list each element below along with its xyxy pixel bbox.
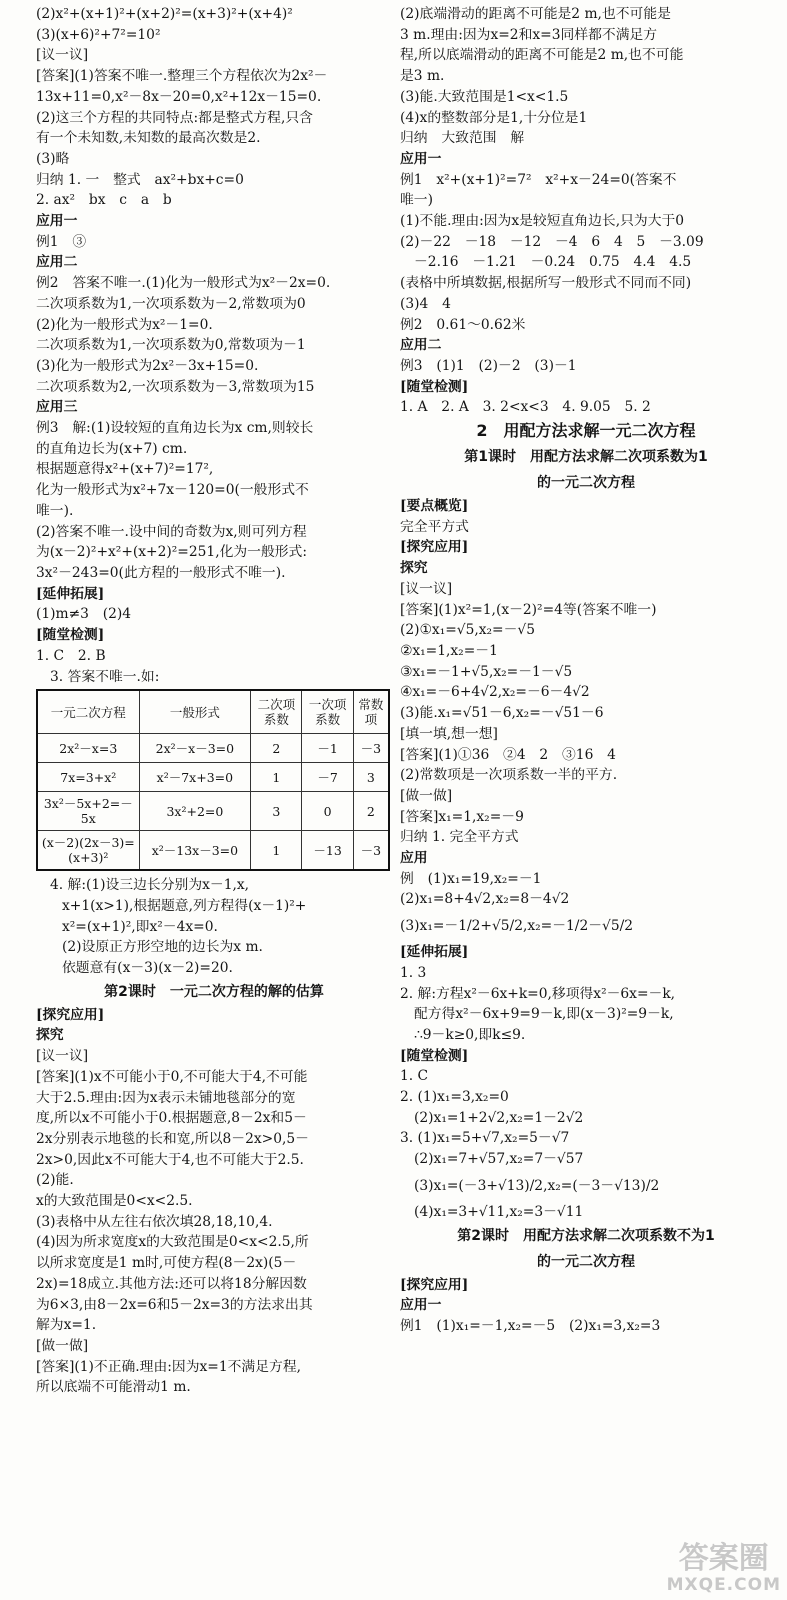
table-cell: 3 [251, 792, 302, 831]
text-line: (3)能.大致范围是1<x<1.5 [400, 88, 569, 105]
text-line: 所以底端不可能滑动1 m. [36, 1379, 191, 1396]
text-line: 1. A 2. A 3. 2<x<3 4. 9.05 5. 2 [400, 399, 651, 416]
subheading: 应用三 [36, 399, 78, 416]
text-line: 2. 解:方程x²－6x+k=0,移项得x²－6x=－k, [400, 985, 676, 1002]
text-line: (2)①x₁=√5,x₂=－√5 [400, 622, 535, 639]
text-line: 根据题意得x²+(x+7)²=17², [36, 461, 214, 478]
table-cell: 2x²－x－3=0 [139, 734, 251, 763]
table-cell: 2 [353, 792, 389, 831]
lesson-title-cont: 的一元二次方程 [537, 475, 635, 492]
text-line: 2x)=18成立.其他方法:还可以将18分解因数 [36, 1275, 307, 1292]
text-line: (2)底端滑动的距离不可能是2 m,也不可能是 [400, 6, 671, 22]
summary-line: 归纳 1. 一 整式 ax²+bx+c=0 [36, 171, 244, 188]
text-line: (4)x的整数部分是1,十分位是1 [400, 109, 588, 126]
text-line: (4)因为所求宽度x的大致范围是0<x<2.5,所 [36, 1234, 309, 1251]
watermark-logo [667, 1542, 781, 1594]
text-line: (2)设原正方形空地的边长为x m. [62, 939, 263, 956]
text-line: (2)x₁=7+√57,x₂=7－√57 [414, 1151, 584, 1168]
text-line: 3. 答案不唯一.如: [50, 668, 160, 685]
text-line: [答案](1)不正确.理由:因为x=1不满足方程, [36, 1358, 302, 1375]
text-line: 为6×3,由8－2x=6和5－2x=3的方法求出其 [36, 1296, 313, 1313]
text-line: (3)x₁=(－3+√13)/2,x₂=(－3－√13)/2 [414, 1177, 660, 1194]
text-line: 以所求宽度是1 m时,可使方程(8－2x)(5－ [36, 1255, 297, 1272]
text-line: (3)化为一般形式为2x²－3x+15=0. [36, 357, 259, 374]
text-line: x+1(x>1),根据题意,列方程得(x－1)²+ [62, 897, 307, 914]
table-row [37, 734, 389, 763]
text-line: (2)能. [36, 1172, 74, 1189]
text-line: [做一做] [36, 1337, 89, 1354]
text-line: 例 (1)x₁=19,x₂=－1 [400, 870, 542, 887]
text-line: [答案](1)答案不唯一.整理三个方程依次为2x²－ [36, 68, 328, 85]
table-cell: 7x=3+x² [37, 763, 139, 792]
text-line: [答案](1)x²=1,(x－2)²=4等(答案不唯一) [400, 601, 657, 618]
table-header-cell: 二次项系数 [251, 690, 302, 734]
table-cell: 3 [353, 763, 389, 792]
text-line: 例1 x²+(x+1)²=7² x²+x－24=0(答案不 [400, 171, 677, 188]
table-header-cell: 常数项 [353, 690, 389, 734]
table-cell: 3x²+2=0 [139, 792, 251, 831]
text-line: (2)－22 －18 －12 －4 6 4 5 －3.09 [400, 233, 704, 250]
text-line: 2. (1)x₁=3,x₂=0 [400, 1089, 509, 1106]
text-line: (2)x₁=8+4√2,x₂=8－4√2 [400, 891, 570, 908]
watermark-url: MXQE.COM [666, 1575, 781, 1595]
text-line: (1)m≠3 (2)4 [36, 606, 132, 623]
text-line: －2.16 －1.21 －0.24 0.75 4.4 4.5 [414, 254, 692, 271]
text-line: (2)常数项是一次项系数一半的平方. [400, 767, 618, 784]
text-line: [答案](1)①36 ②4 2 ③16 4 [400, 746, 616, 763]
text-line: 大于2.5.理由:因为x表示未铺地毯部分的宽 [36, 1089, 296, 1106]
text-line: 唯一) [400, 192, 433, 209]
text-line: 例1 (1)x₁=－1,x₂=－5 (2)x₁=3,x₂=3 [400, 1317, 661, 1334]
text-line: x²=(x+1)²,即x²－4x=0. [62, 918, 218, 935]
table-cell: 1 [251, 831, 302, 871]
table-cell: －3 [353, 831, 389, 871]
section-tag: [延伸拓展] [36, 585, 105, 602]
text-line: 二次项系数为1,一次项系数为0,常数项为－1 [36, 337, 306, 354]
table-header-row [37, 690, 389, 734]
text-line: 唯一). [36, 502, 74, 519]
section-tag: [要点概览] [400, 498, 469, 515]
text-line: 3. (1)x₁=5+√7,x₂=5－√7 [400, 1130, 570, 1147]
text-line: 3x²－243=0(此方程的一般形式不唯一). [36, 564, 286, 581]
subheading: 应用一 [400, 1297, 442, 1314]
right-column [400, 4, 772, 1337]
section-tag: [探究应用] [400, 1276, 469, 1293]
text-line: (3)4 4 [400, 295, 451, 312]
text-line: 2x分别表示地毯的长和宽,所以8－2x>0,5－ [36, 1130, 309, 1147]
text-line: (3)略 [36, 150, 70, 167]
text-line: 二次项系数为2,一次项系数为－3,常数项为15 [36, 378, 315, 395]
text-line: 例3 解:(1)设较短的直角边长为x cm,则较长 [36, 420, 314, 437]
text-line: 程,所以底端滑动的距离不可能是2 m,也不可能 [400, 47, 684, 64]
text-line: (表格中所填数据,根据所写一般形式不同而不同) [400, 275, 692, 292]
table-header-cell: 一般形式 [139, 690, 251, 734]
table-row [37, 831, 389, 871]
text-line: 1. C [400, 1068, 429, 1085]
text-line: (2)x²+(x+1)²+(x+2)²=(x+3)²+(x+4)² [36, 6, 293, 22]
text-line: 化为一般形式为x²+7x－120=0(一般形式不 [36, 482, 309, 499]
text-line: 解为x=1. [36, 1317, 97, 1334]
lesson-title: 第2课时 一元二次方程的解的估算 [104, 983, 324, 1000]
table-cell: 3x²－5x+2=－5x [37, 792, 139, 831]
subheading: 探究 [36, 1027, 64, 1044]
subheading: 探究 [400, 560, 428, 577]
text-line: (3)表格中从左往右依次填28,18,10,4. [36, 1213, 273, 1230]
text-line: (1)不能.理由:因为x是较短直角边长,只为大于0 [400, 213, 685, 230]
table-cell: －13 [302, 831, 353, 871]
lesson-title: 第2课时 用配方法求解二次项系数不为1 [457, 1227, 715, 1244]
text-line: 4. 解:(1)设三边长分别为x－1,x, [50, 877, 250, 894]
subheading: 应用二 [36, 254, 78, 271]
lesson-title: 第1课时 用配方法求解二次项系数为1 [464, 449, 708, 466]
text-line: ∴9－k≥0,即k≤9. [414, 1026, 526, 1043]
text-line: (2)答案不唯一.设中间的奇数为x,则可列方程 [36, 523, 307, 540]
answer-table [36, 689, 390, 871]
text-line: 例3 (1)1 (2)－2 (3)－1 [400, 357, 577, 374]
text-line: 二次项系数为1,一次项系数为－2,常数项为0 [36, 295, 306, 312]
text-line: 2. ax² bx c a b [36, 192, 172, 209]
text-line: (3)x₁=－1/2+√5/2,x₂=－1/2－√5/2 [400, 918, 634, 935]
table-cell: x²－7x+3=0 [139, 763, 251, 792]
section-tag: [随堂检测] [36, 627, 105, 644]
text-line: 1. C 2. B [36, 647, 106, 664]
text-line: [议一议] [36, 47, 89, 64]
text-line: 是3 m. [400, 68, 445, 85]
text-line: [做一做] [400, 787, 453, 804]
text-line: ③x₁=－1+√5,x₂=－1－√5 [400, 663, 573, 680]
table-cell: －1 [302, 734, 353, 763]
text-line: 例1 ③ [36, 233, 87, 250]
text-line: [议一议] [400, 580, 453, 597]
text-line: 2x>0,因此x不可能大于4,也不可能大于2.5. [36, 1151, 304, 1168]
text-line: 依题意有(x－3)(x－2)=20. [62, 960, 233, 977]
lesson-title-cont: 的一元二次方程 [537, 1253, 635, 1270]
table-row [37, 792, 389, 831]
text-line: (2)化为一般形式为x²－1=0. [36, 316, 213, 333]
subheading: 应用 [400, 850, 428, 867]
text-line: 度,所以x不可能小于0.根据题意,8－2x和5－ [36, 1110, 307, 1127]
text-line: (4)x₁=3+√11,x₂=3－√11 [414, 1203, 584, 1220]
summary-line: 归纳 大致范围 解 [400, 130, 525, 147]
table-cell: 2 [251, 734, 302, 763]
subheading: 应用二 [400, 337, 442, 354]
text-line: [议一议] [36, 1048, 89, 1065]
table-cell: －7 [302, 763, 353, 792]
table-header-cell: 一次项系数 [302, 690, 353, 734]
table-cell: (x－2)(2x－3)=(x+3)² [37, 831, 139, 871]
text-line: 完全平方式 [400, 518, 469, 535]
text-line: 例2 0.61～0.62米 [400, 316, 526, 333]
table-cell: －3 [353, 734, 389, 763]
table-header-cell: 一元二次方程 [37, 690, 139, 734]
text-line: ④x₁=－6+4√2,x₂=－6－4√2 [400, 684, 590, 701]
subheading: 应用一 [400, 150, 442, 167]
text-line: (3)(x+6)²+7²=10² [36, 26, 161, 43]
text-line: 1. 3 [400, 964, 427, 981]
subheading: 应用一 [36, 213, 78, 230]
text-line: ②x₁=1,x₂=－1 [400, 642, 498, 659]
text-line: (2)这三个方程的共同特点:都是整式方程,只含 [36, 109, 313, 126]
text-line: 例2 答案不唯一.(1)化为一般形式为x²－2x=0. [36, 275, 331, 292]
table-cell: 0 [302, 792, 353, 831]
text-line: (3)能.x₁=√51－6,x₂=－√51－6 [400, 705, 604, 722]
section-tag: [探究应用] [36, 1006, 105, 1023]
section-tag: [延伸拓展] [400, 944, 469, 961]
section-tag: [随堂检测] [400, 1047, 469, 1064]
table-row [37, 763, 389, 792]
text-line: 3 m.理由:因为x=2和x=3同样都不满足方 [400, 26, 658, 43]
section-tag: [探究应用] [400, 539, 469, 556]
table-cell: 2x²－x=3 [37, 734, 139, 763]
text-line: [答案](1)x不可能小于0,不可能大于4,不可能 [36, 1068, 308, 1085]
text-line: 配方得x²－6x+9=9－k,即(x－3)²=9－k, [414, 1006, 674, 1023]
text-line: [答案]x₁=1,x₂=－9 [400, 808, 524, 825]
summary-line: 归纳 1. 完全平方式 [400, 829, 519, 846]
text-line: 有一个未知数,未知数的最高次数是2. [36, 130, 261, 147]
text-line: 为(x－2)²+x²+(x+2)²=251,化为一般形式: [36, 544, 308, 561]
left-column [36, 4, 392, 1398]
text-line: 的直角边长为(x+7) cm. [36, 440, 188, 457]
watermark-text: 答案圈 [678, 1541, 769, 1576]
table-cell: 1 [251, 763, 302, 792]
section-title: 2 用配方法求解一元二次方程 [476, 421, 696, 441]
text-line: x的大致范围是0<x<2.5. [36, 1193, 193, 1210]
text-line: (2)x₁=1+2√2,x₂=1－2√2 [414, 1109, 584, 1126]
text-line: 13x+11=0,x²－8x－20=0,x²+12x－15=0. [36, 88, 322, 105]
table-cell: x²－13x－3=0 [139, 831, 251, 871]
text-line: [填一填,想一想] [400, 725, 498, 742]
section-tag: [随堂检测] [400, 378, 469, 395]
